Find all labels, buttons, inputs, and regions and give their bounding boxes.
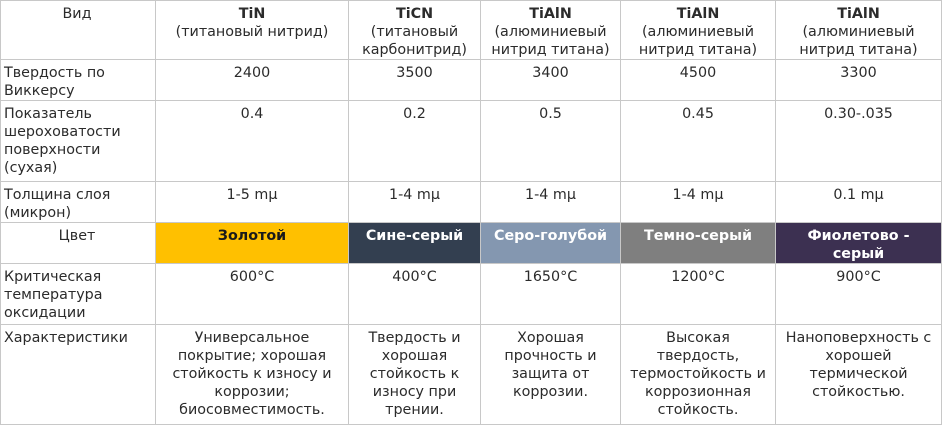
table-cell: 1200°C	[621, 264, 776, 325]
table-cell: Хорошая прочность и защита от коррозии.	[481, 325, 621, 425]
table-cell: 3400	[481, 60, 621, 101]
table-cell: 1-5 mµ	[156, 182, 349, 223]
color-swatch-blue-gray: Сине-серый	[349, 223, 481, 264]
coating-desc: (алюминиевый нитрид титана)	[638, 24, 758, 58]
row-label: Критическая температура оксидации	[1, 264, 156, 325]
row-label: Показатель шероховатости поверхности (сухая)	[1, 101, 156, 182]
table-row-characteristics	[1, 325, 942, 425]
header-cell-tin	[156, 1, 349, 60]
table-row-color	[1, 223, 942, 264]
row-label: Цвет	[1, 223, 156, 264]
table-cell: 0.45	[621, 101, 776, 182]
table-cell: Наноповерхность с хорошей термической стойкостью.	[776, 325, 942, 425]
table-cell: 0.1 mµ	[776, 182, 942, 223]
coating-desc: (титановый нитрид)	[175, 24, 329, 40]
header-cell-tialn-3	[776, 1, 942, 60]
table-cell: 900°C	[776, 264, 942, 325]
table-row-roughness	[1, 101, 942, 182]
color-swatch-gold: Золотой	[156, 223, 349, 264]
coating-desc: (алюминиевый нитрид титана)	[799, 24, 918, 58]
table-cell: 600°C	[156, 264, 349, 325]
table-cell: Универсальное покрытие; хорошая стойкость к износу и коррозии; биосовместимость.	[156, 325, 349, 425]
table-header-row	[1, 1, 942, 60]
header-label: Вид	[1, 1, 156, 60]
table-cell: 1650°C	[481, 264, 621, 325]
coating-desc: (алюминиевый нитрид титана)	[491, 24, 610, 58]
row-label: Толщина слоя (микрон)	[1, 182, 156, 223]
table-cell: 400°C	[349, 264, 481, 325]
table-cell: 3300	[776, 60, 942, 101]
header-cell-tialn-1	[481, 1, 621, 60]
row-label: Твердость по Виккерсу	[1, 60, 156, 101]
color-swatch-gray-blue: Серо-голубой	[481, 223, 621, 264]
coating-name: TiAlN	[676, 6, 720, 22]
coating-name: TiCN	[395, 6, 434, 22]
table-cell: 1-4 mµ	[349, 182, 481, 223]
table-cell: 0.5	[481, 101, 621, 182]
table-cell: 0.4	[156, 101, 349, 182]
coating-desc: (титановый карбонитрид)	[362, 24, 467, 58]
table-cell: 0.30-.035	[776, 101, 942, 182]
table-cell: Высокая твердость, термостойкость и коррозионная стойкость.	[621, 325, 776, 425]
coating-name: TiN	[238, 6, 266, 22]
table-row-thickness	[1, 182, 942, 223]
table-row-oxidation-temp	[1, 264, 942, 325]
table-cell: 4500	[621, 60, 776, 101]
table-row-hardness	[1, 60, 942, 101]
table-cell: 1-4 mµ	[621, 182, 776, 223]
table-cell: 0.2	[349, 101, 481, 182]
table-cell: 3500	[349, 60, 481, 101]
header-cell-tialn-2	[621, 1, 776, 60]
table-cell: 1-4 mµ	[481, 182, 621, 223]
coating-name: TiAlN	[529, 6, 572, 22]
color-swatch-dark-gray: Темно-серый	[621, 223, 776, 264]
header-cell-ticn	[349, 1, 481, 60]
color-swatch-violet-gray: Фиолетово - серый	[776, 223, 942, 264]
row-label: Характеристики	[1, 325, 156, 425]
table-cell: 2400	[156, 60, 349, 101]
table-cell: Твердость и хорошая стойкость к износу при трении.	[349, 325, 481, 425]
coating-name: TiAlN	[837, 6, 880, 22]
